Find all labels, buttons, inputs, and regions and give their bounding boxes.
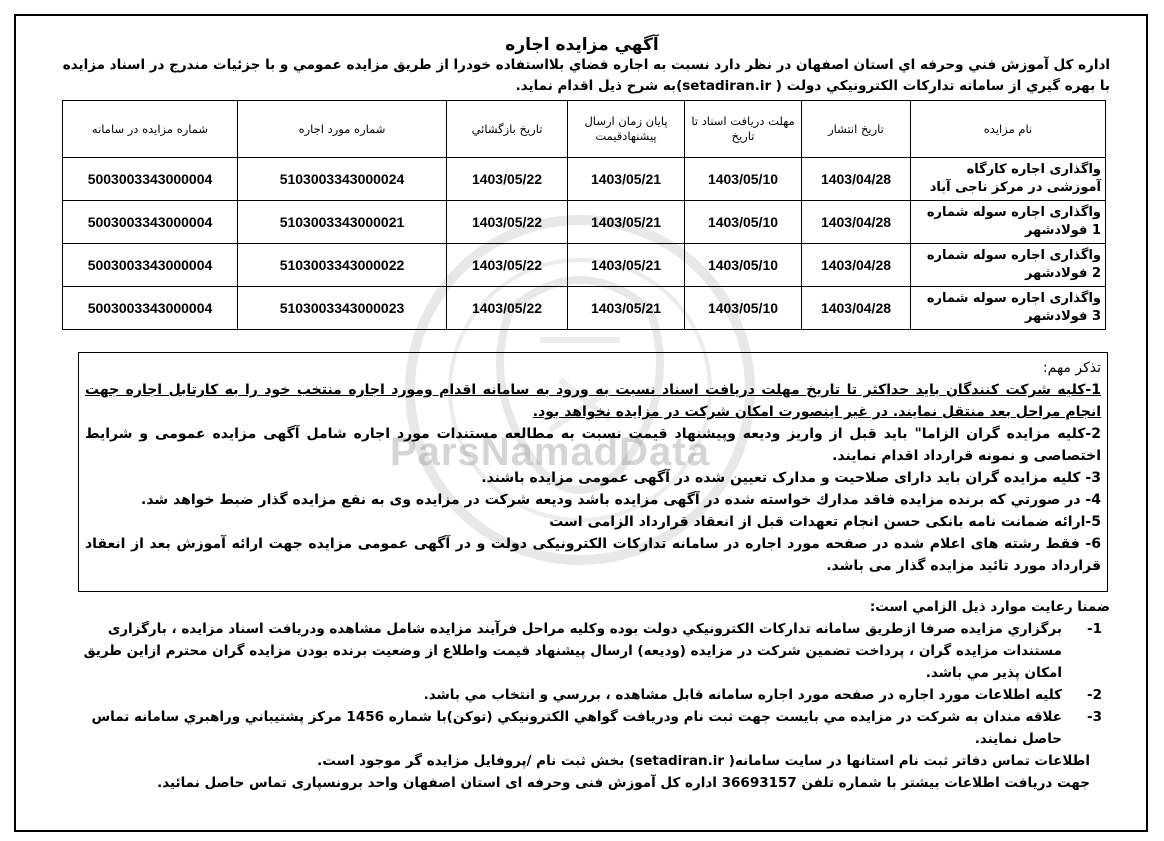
cell-opening-date: 1403/05/22 xyxy=(447,201,568,244)
cell-document-deadline: 1403/05/10 xyxy=(685,158,802,201)
cell-auction-number: 5003003343000004 xyxy=(63,287,238,330)
table-header-row xyxy=(63,101,1106,158)
requirement-item xyxy=(60,618,1110,684)
cell-opening-date: 1403/05/22 xyxy=(447,287,568,330)
column-header-opening-date: تاريخ بازگشائي xyxy=(447,101,568,158)
watermark-brand: ParsNamadData xyxy=(390,430,710,474)
cell-name: واگذاری اجاره سوله شماره 2 فولادشهر xyxy=(911,244,1106,287)
requirements-section xyxy=(60,596,1110,794)
column-header-auction-number: شماره مزايده در سامانه xyxy=(63,101,238,158)
cell-offer-deadline: 1403/05/21 xyxy=(568,158,685,201)
table-row xyxy=(63,287,1106,330)
intro-text: اداره کل آموزش فني وحرفه اي استان اصفهان در نظر دارد نسبت به اجاره فضاي بلااستفاده خودرا از طريق مزايده عمومي و با جزئيات مندرج در اسناد مزايده با بهره گيري از سامانه تدارکات الکترونيکي دولت ( setadiran.ir)به شرح ذيل اقدام نمايد. xyxy=(62,57,1110,94)
notes-heading: تذکر مهم: xyxy=(1042,360,1101,376)
requirement-number: 2- xyxy=(1086,687,1102,703)
cell-lease-number: 5103003343000022 xyxy=(238,244,447,287)
cell-name: واگذاری اجاره کارگاه آموزشی در مرکز ناجی آباد xyxy=(911,158,1106,201)
auction-table xyxy=(62,100,1106,330)
cell-offer-deadline: 1403/05/21 xyxy=(568,244,685,287)
requirements-heading: ضمنا رعايت موارد ذيل الزامي است: xyxy=(869,599,1110,615)
page-title: آگهي مزايده اجاره xyxy=(505,35,659,55)
cell-publish-date: 1403/04/28 xyxy=(802,244,911,287)
table-row xyxy=(63,158,1106,201)
cell-auction-number: 5003003343000004 xyxy=(63,244,238,287)
requirement-number: 1- xyxy=(1086,621,1102,637)
important-notes-box xyxy=(78,352,1108,592)
cell-offer-deadline: 1403/05/21 xyxy=(568,201,685,244)
column-header-document-deadline: مهلت دريافت اسناد تا تاريخ xyxy=(685,101,802,158)
requirement-item xyxy=(60,684,1110,706)
cell-publish-date: 1403/04/28 xyxy=(802,158,911,201)
contact-info-phone: جهت دریافت اطلاعات بیشتر با شماره تلفن 36693157 اداره کل آموزش فنی وحرفه ای استان اصفهان واحد برونسپاری تماس حاصل نمائید. xyxy=(157,775,1090,791)
column-header-lease-number: شماره مورد اجاره xyxy=(238,101,447,158)
contact-info-registration: اطلاعات تماس دفاتر ثبت نام استانها در سايت سامانه( setadiran.ir) بخش ثبت نام /پروفايل مزايده گر موجود است. xyxy=(317,753,1090,769)
table-row xyxy=(63,244,1106,287)
requirement-text: علاقه مندان به شرکت در مزايده مي بايست جهت ثبت نام ودريافت گواهي الکترونيکي (توکن)با شماره 1456 مرکز پشتيباني وراهبري سامانه تماس حاصل نمايند. xyxy=(91,709,1062,747)
cell-auction-number: 5003003343000004 xyxy=(63,158,238,201)
cell-publish-date: 1403/04/28 xyxy=(802,287,911,330)
note-6: 6- فقط رشته های اعلام شده در صفحه مورد اجاره در سامانه تداركات الكترونيكی دولت و در آگهی عمومی مزایده جهت ارائه آموزش بعد از انعقاد قرارداد مورد تائید مزایده گذار می باشد. xyxy=(85,536,1101,574)
column-header-offer-deadline: پايان زمان ارسال پيشنهادقيمت xyxy=(568,101,685,158)
requirement-number: 3- xyxy=(1086,709,1102,725)
table-row xyxy=(63,201,1106,244)
note-3: 3- کلیه مزایده گران باید دارای صلاحیت و مدارک تعیین شده در آگهی عمومی مزایده باشند. xyxy=(481,470,1101,486)
cell-document-deadline: 1403/05/10 xyxy=(685,201,802,244)
cell-opening-date: 1403/05/22 xyxy=(447,158,568,201)
cell-name: واگذاری اجاره سوله شماره 1 فولادشهر xyxy=(911,201,1106,244)
note-2: 2-کلیه مزایده گران الزاما" باید قبل از واریز ودیعه وپیشنهاد قیمت نسبت به مطالعه مستندات مورد اجاره شامل آگهی مزایده عمومی و شرایط اختصاصی و نمونه قرارداد اقدام نمایند. xyxy=(85,426,1101,464)
requirement-item xyxy=(60,706,1110,750)
column-header-name: نام مزايده xyxy=(911,101,1106,158)
cell-lease-number: 5103003343000021 xyxy=(238,201,447,244)
cell-publish-date: 1403/04/28 xyxy=(802,201,911,244)
column-header-publish-date: تاريخ انتشار xyxy=(802,101,911,158)
cell-offer-deadline: 1403/05/21 xyxy=(568,287,685,330)
cell-auction-number: 5003003343000004 xyxy=(63,201,238,244)
cell-lease-number: 5103003343000023 xyxy=(238,287,447,330)
note-1: 1-کلیه شرکت کنندگان باید حداکثر تا تاریخ مهلت دریافت اسناد نسبت به ورود به سامانه اقدام ومورد اجاره منتخب خود را به کارتابل اجاره جهت انجام مراحل بعد منتقل نمایند. در غیر اینصورت امکان شرکت در مزایده نخواهد بود. xyxy=(85,382,1101,420)
cell-name: واگذاری اجاره سوله شماره 3 فولادشهر xyxy=(911,287,1106,330)
note-5: 5-ارائه ضمانت نامه بانکی حسن انجام تعهدات قبل از انعقاد قرارداد الزامی است xyxy=(549,514,1101,530)
note-4: 4- در صورتي كه برنده مزايده فاقد مدارك خواسته شده در آگهی مزایده باشد وديعه شركت در مزايده وی به نفع مزايده گذار ضبط خواهد شد. xyxy=(141,492,1101,508)
requirement-text: کليه اطلاعات مورد اجاره در صفحه مورد اجاره سامانه قابل مشاهده ، بررسي و انتخاب مي باشد. xyxy=(423,687,1062,703)
cell-document-deadline: 1403/05/10 xyxy=(685,244,802,287)
requirement-text: برگزاري مزايده صرفا ازطريق سامانه تدارکات الکترونيکي دولت بوده وکليه مراحل فرآيند مزايده شامل مشاهده ودريافت اسناد مزايده ، بارگزاری مستندات مزايده گران ، پرداخت تضمين شرکت در مزايده (وديعه) ارسال پيشنهاد قيمت واطلاع از وضعيت برنده بودن مزايده گران محترم ازاين طريق امکان پذير مي باشد. xyxy=(83,621,1062,681)
cell-document-deadline: 1403/05/10 xyxy=(685,287,802,330)
cell-lease-number: 5103003343000024 xyxy=(238,158,447,201)
cell-opening-date: 1403/05/22 xyxy=(447,244,568,287)
